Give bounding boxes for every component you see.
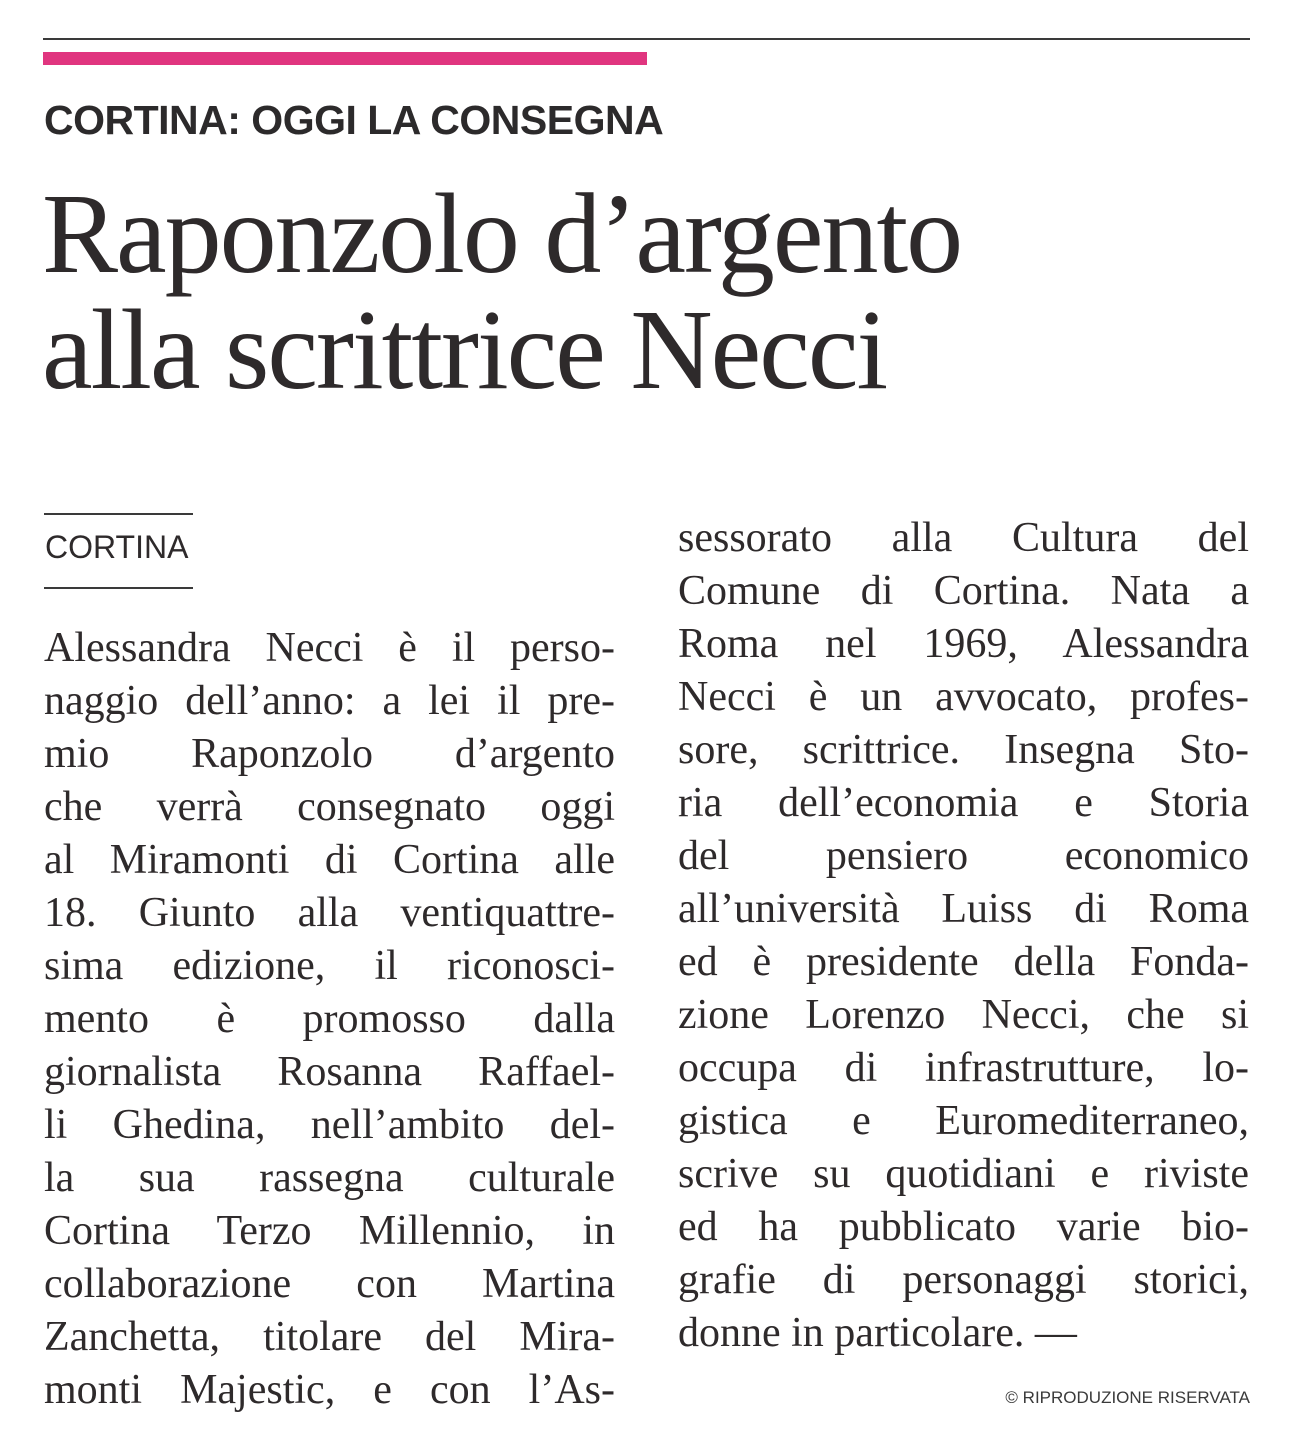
body-line: all’università Luiss di Roma bbox=[678, 886, 1249, 932]
body-line: 18. Giunto alla ventiquattre- bbox=[44, 890, 615, 936]
body-line: sima edizione, il riconosci- bbox=[44, 943, 615, 989]
body-line: Roma nel 1969, Alessandra bbox=[678, 621, 1249, 667]
body-line: giornalista Rosanna Raffael- bbox=[44, 1049, 615, 1095]
body-line: scrive su quotidiani e riviste bbox=[678, 1151, 1249, 1197]
headline bbox=[42, 170, 962, 413]
copyright-notice: © RIPRODUZIONE RISERVATA bbox=[1005, 1388, 1250, 1407]
body-line: collaborazione con Martina bbox=[44, 1261, 615, 1307]
body-line: sore, scrittrice. Insegna Sto- bbox=[678, 727, 1249, 773]
body-line: mio Raponzolo d’argento bbox=[44, 731, 615, 777]
body-line: li Ghedina, nell’ambito del- bbox=[44, 1102, 615, 1148]
location-rule-top bbox=[44, 513, 193, 515]
headline-line: alla scrittrice Necci bbox=[42, 286, 887, 413]
body-line: occupa di infrastrutture, lo- bbox=[678, 1045, 1249, 1091]
body-line: che verrà consegnato oggi bbox=[44, 784, 615, 830]
body-line: Zanchetta, titolare del Mira- bbox=[44, 1314, 615, 1360]
body-line: Necci è un avvocato, profes- bbox=[678, 674, 1249, 720]
body-line: Comune di Cortina. Nata a bbox=[678, 568, 1249, 614]
body-line: del pensiero economico bbox=[678, 833, 1249, 879]
body-line: mento è promosso dalla bbox=[44, 996, 615, 1042]
body-line: gistica e Euromediterraneo, bbox=[678, 1098, 1249, 1144]
body-line: monti Majestic, e con l’As- bbox=[44, 1367, 615, 1413]
body-line: ria dell’economia e Storia bbox=[678, 780, 1249, 826]
body-line: naggio dell’anno: a lei il pre- bbox=[44, 678, 615, 724]
location-rule-bottom bbox=[44, 587, 193, 589]
body-line: grafie di personaggi storici, bbox=[678, 1257, 1249, 1303]
headline-line: Raponzolo d’argento bbox=[42, 170, 962, 297]
top-rule bbox=[43, 38, 1250, 40]
body-line: ed è presidente della Fonda- bbox=[678, 939, 1249, 985]
body-line: Alessandra Necci è il perso- bbox=[44, 625, 615, 671]
body-line: zione Lorenzo Necci, che si bbox=[678, 992, 1249, 1038]
body-line: ed ha pubblicato varie bio- bbox=[678, 1204, 1249, 1250]
body-line: sessorato alla Cultura del bbox=[678, 515, 1249, 561]
body-line: Cortina Terzo Millennio, in bbox=[44, 1208, 615, 1254]
location-label: CORTINA bbox=[45, 529, 189, 565]
kicker: CORTINA: OGGI LA CONSEGNA bbox=[44, 97, 664, 143]
body-line: donne in particolare. — bbox=[678, 1310, 1077, 1356]
accent-bar bbox=[43, 52, 647, 65]
body-line: la sua rassegna culturale bbox=[44, 1155, 615, 1201]
body-line: al Miramonti di Cortina alle bbox=[44, 837, 615, 883]
